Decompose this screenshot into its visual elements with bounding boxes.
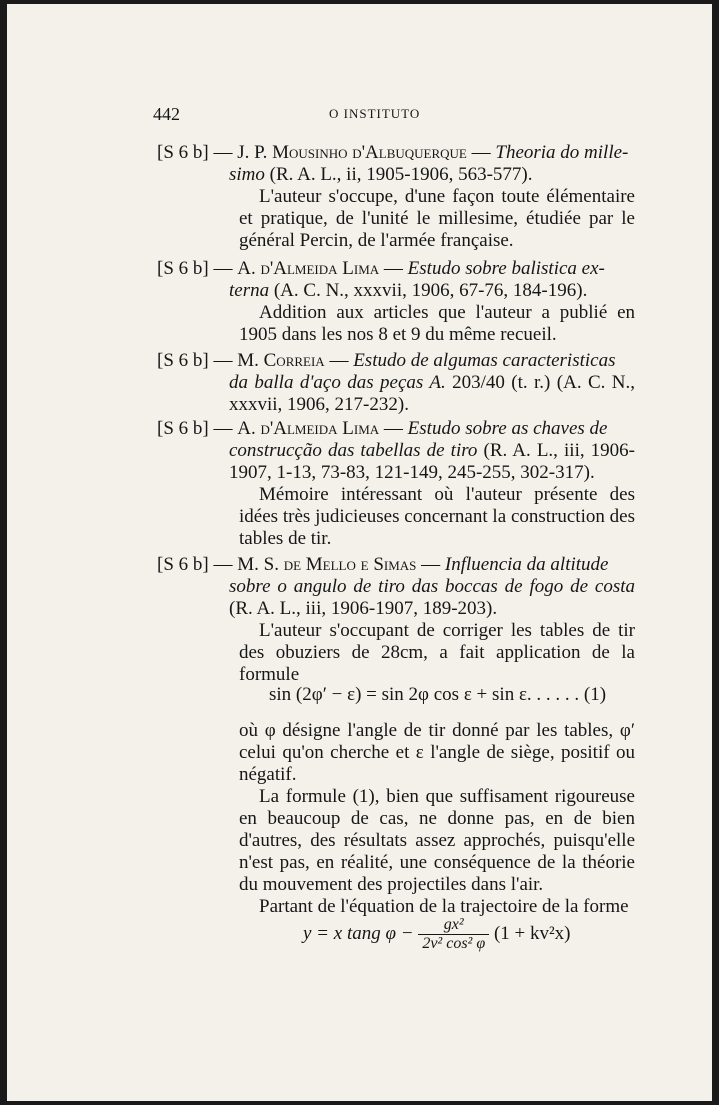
page-number: 442 (153, 104, 180, 124)
formula-2-numerator: gx² (418, 916, 489, 935)
formula-1: sin (2φ′ − ε) = sin 2φ cos ε + sin ε. . . . . . (1) (269, 684, 607, 705)
entry-title-cont: simo (229, 164, 265, 185)
entry-tag: [S 6 b] (157, 554, 209, 575)
entry-tag: [S 6 b] (157, 258, 209, 279)
entry-title: Estudo sobre as chaves de (407, 418, 608, 439)
entry-title: Estudo de algumas caracteristicas (353, 350, 616, 371)
formula-2-denominator: 2v² cos² φ (422, 935, 486, 952)
entry-author: M. Correia (237, 350, 325, 371)
entry-description: L'auteur s'occupant de corriger les tables de tir des obuziers de 28cm, a fait application de la formule (239, 620, 635, 685)
entry-title-cont: terna (229, 280, 270, 301)
paragraph-trajectory: Partant de l'équation de la trajectoire de la forme (259, 896, 629, 917)
page (7, 4, 712, 1101)
entry-ref: 203/40 (t. r.) (A. C. N., xxxvii, 1906, 217-232). (229, 372, 636, 415)
entry-author: A. d'Almeida Lima (237, 418, 380, 439)
entry-title-cont: da balla d'aço das peças A. (229, 372, 446, 393)
entry-author: M. S. de Mello e Simas (237, 554, 417, 575)
entry-description: L'auteur s'occupe, d'une façon toute élémentaire et pratique, de l'unité le millesime, étudiée par le général Percin, de l'armée française. (239, 186, 635, 251)
paragraph-after-formula: où φ désigne l'angle de tir donné par les tables, φ′ celui qu'on cherche et ε l'angle de siège, positif ou négatif. (239, 720, 635, 785)
entry-author: J. P. Mousinho d'Albuquerque (237, 142, 467, 163)
bibliography-entry: [S 6 b] — M. Correia — Estudo de algumas caracteristicas da balla d'aço das peças A. 203/40 (t. r.) (A. C. N., xxxvii, 1906, 217-232). (157, 350, 636, 415)
entry-ref: (R. A. L., iii, 1906-1907, 1-13, 73-83, 121-149, 245-255, 302-317). (229, 440, 635, 483)
bibliography-entry: [S 6 b] — A. d'Almeida Lima — Estudo sobre as chaves de construcção das tabellas de tiro (R. A. L., iii, 1906-1907, 1-13, 73-83, 121-149, 245-255, 302-317). Mémoire intéressant où l'auteur présente des idées très judicieuses concernant la construction des tables de tir. (157, 418, 635, 549)
entry-title: Theoria do mille- (495, 142, 629, 163)
entry-ref: (R. A. L., iii, 1906-1907, 189-203). (229, 598, 498, 619)
bibliography-entry: [S 6 b] — J. P. Mousinho d'Albuquerque — Theoria do mille- simo (R. A. L., ii, 1905-1906, 563-577). L'auteur s'occupe, d'une façon toute élémentaire et pratique, de l'unité le millesime, étudiée par le général Percin, de l'armée française. (157, 142, 635, 251)
paragraph-formula-critique: La formule (1), bien que suffisament rigoureuse en beaucoup de cas, ne donne pas, en de bien d'autres, des résultats assez approchés, puisqu'elle n'est pas, en réalité, une conséquence de la théorie du mouvement des projectiles dans l'air. (239, 786, 635, 895)
formula-2 (303, 916, 571, 953)
text-block (157, 720, 635, 918)
entry-title-cont: sobre o angulo de tiro das boccas de fogo de costa (229, 576, 635, 597)
formula-2-fraction (418, 916, 489, 953)
entry-ref: (A. C. N., xxxvii, 1906, 67-76, 184-196). (273, 280, 588, 301)
formula-2-rhs: (1 + kv²x) (493, 922, 571, 944)
entry-tag: [S 6 b] (157, 142, 209, 163)
entry-author: A. d'Almeida Lima (237, 258, 380, 279)
entry-tag: [S 6 b] (157, 350, 209, 371)
entry-title: Influencia da altitude (444, 554, 609, 575)
running-title: O INSTITUTO (329, 106, 421, 121)
entry-ref: (R. A. L., ii, 1905-1906, 563-577). (269, 164, 533, 185)
bibliography-entry: [S 6 b] — M. S. de Mello e Simas — Influencia da altitude sobre o angulo de tiro das boccas de fogo de costa (R. A. L., iii, 1906-1907, 189-203). L'auteur s'occupant de corriger les tables de tir des obuziers de 28cm, a fait application de la formule (157, 554, 635, 685)
entry-title-cont: construcção das tabellas de tiro (229, 440, 478, 461)
entry-tag: [S 6 b] (157, 418, 209, 439)
bibliography-entry: [S 6 b] — A. d'Almeida Lima — Estudo sobre balistica ex- terna (A. C. N., xxxvii, 1906, 67-76, 184-196). Addition aux articles que l'auteur a publié en 1905 dans les nos 8 et 9 du même recueil. (157, 258, 635, 345)
entry-title: Estudo sobre balistica ex- (407, 258, 605, 279)
formula-2-lhs: y = x tang φ − (303, 922, 414, 944)
entry-description: Mémoire intéressant où l'auteur présente des idées très judicieuses concernant la construction des tables de tir. (239, 484, 635, 549)
entry-description: Addition aux articles que l'auteur a publié en 1905 dans les nos 8 et 9 du même recueil. (239, 302, 635, 345)
